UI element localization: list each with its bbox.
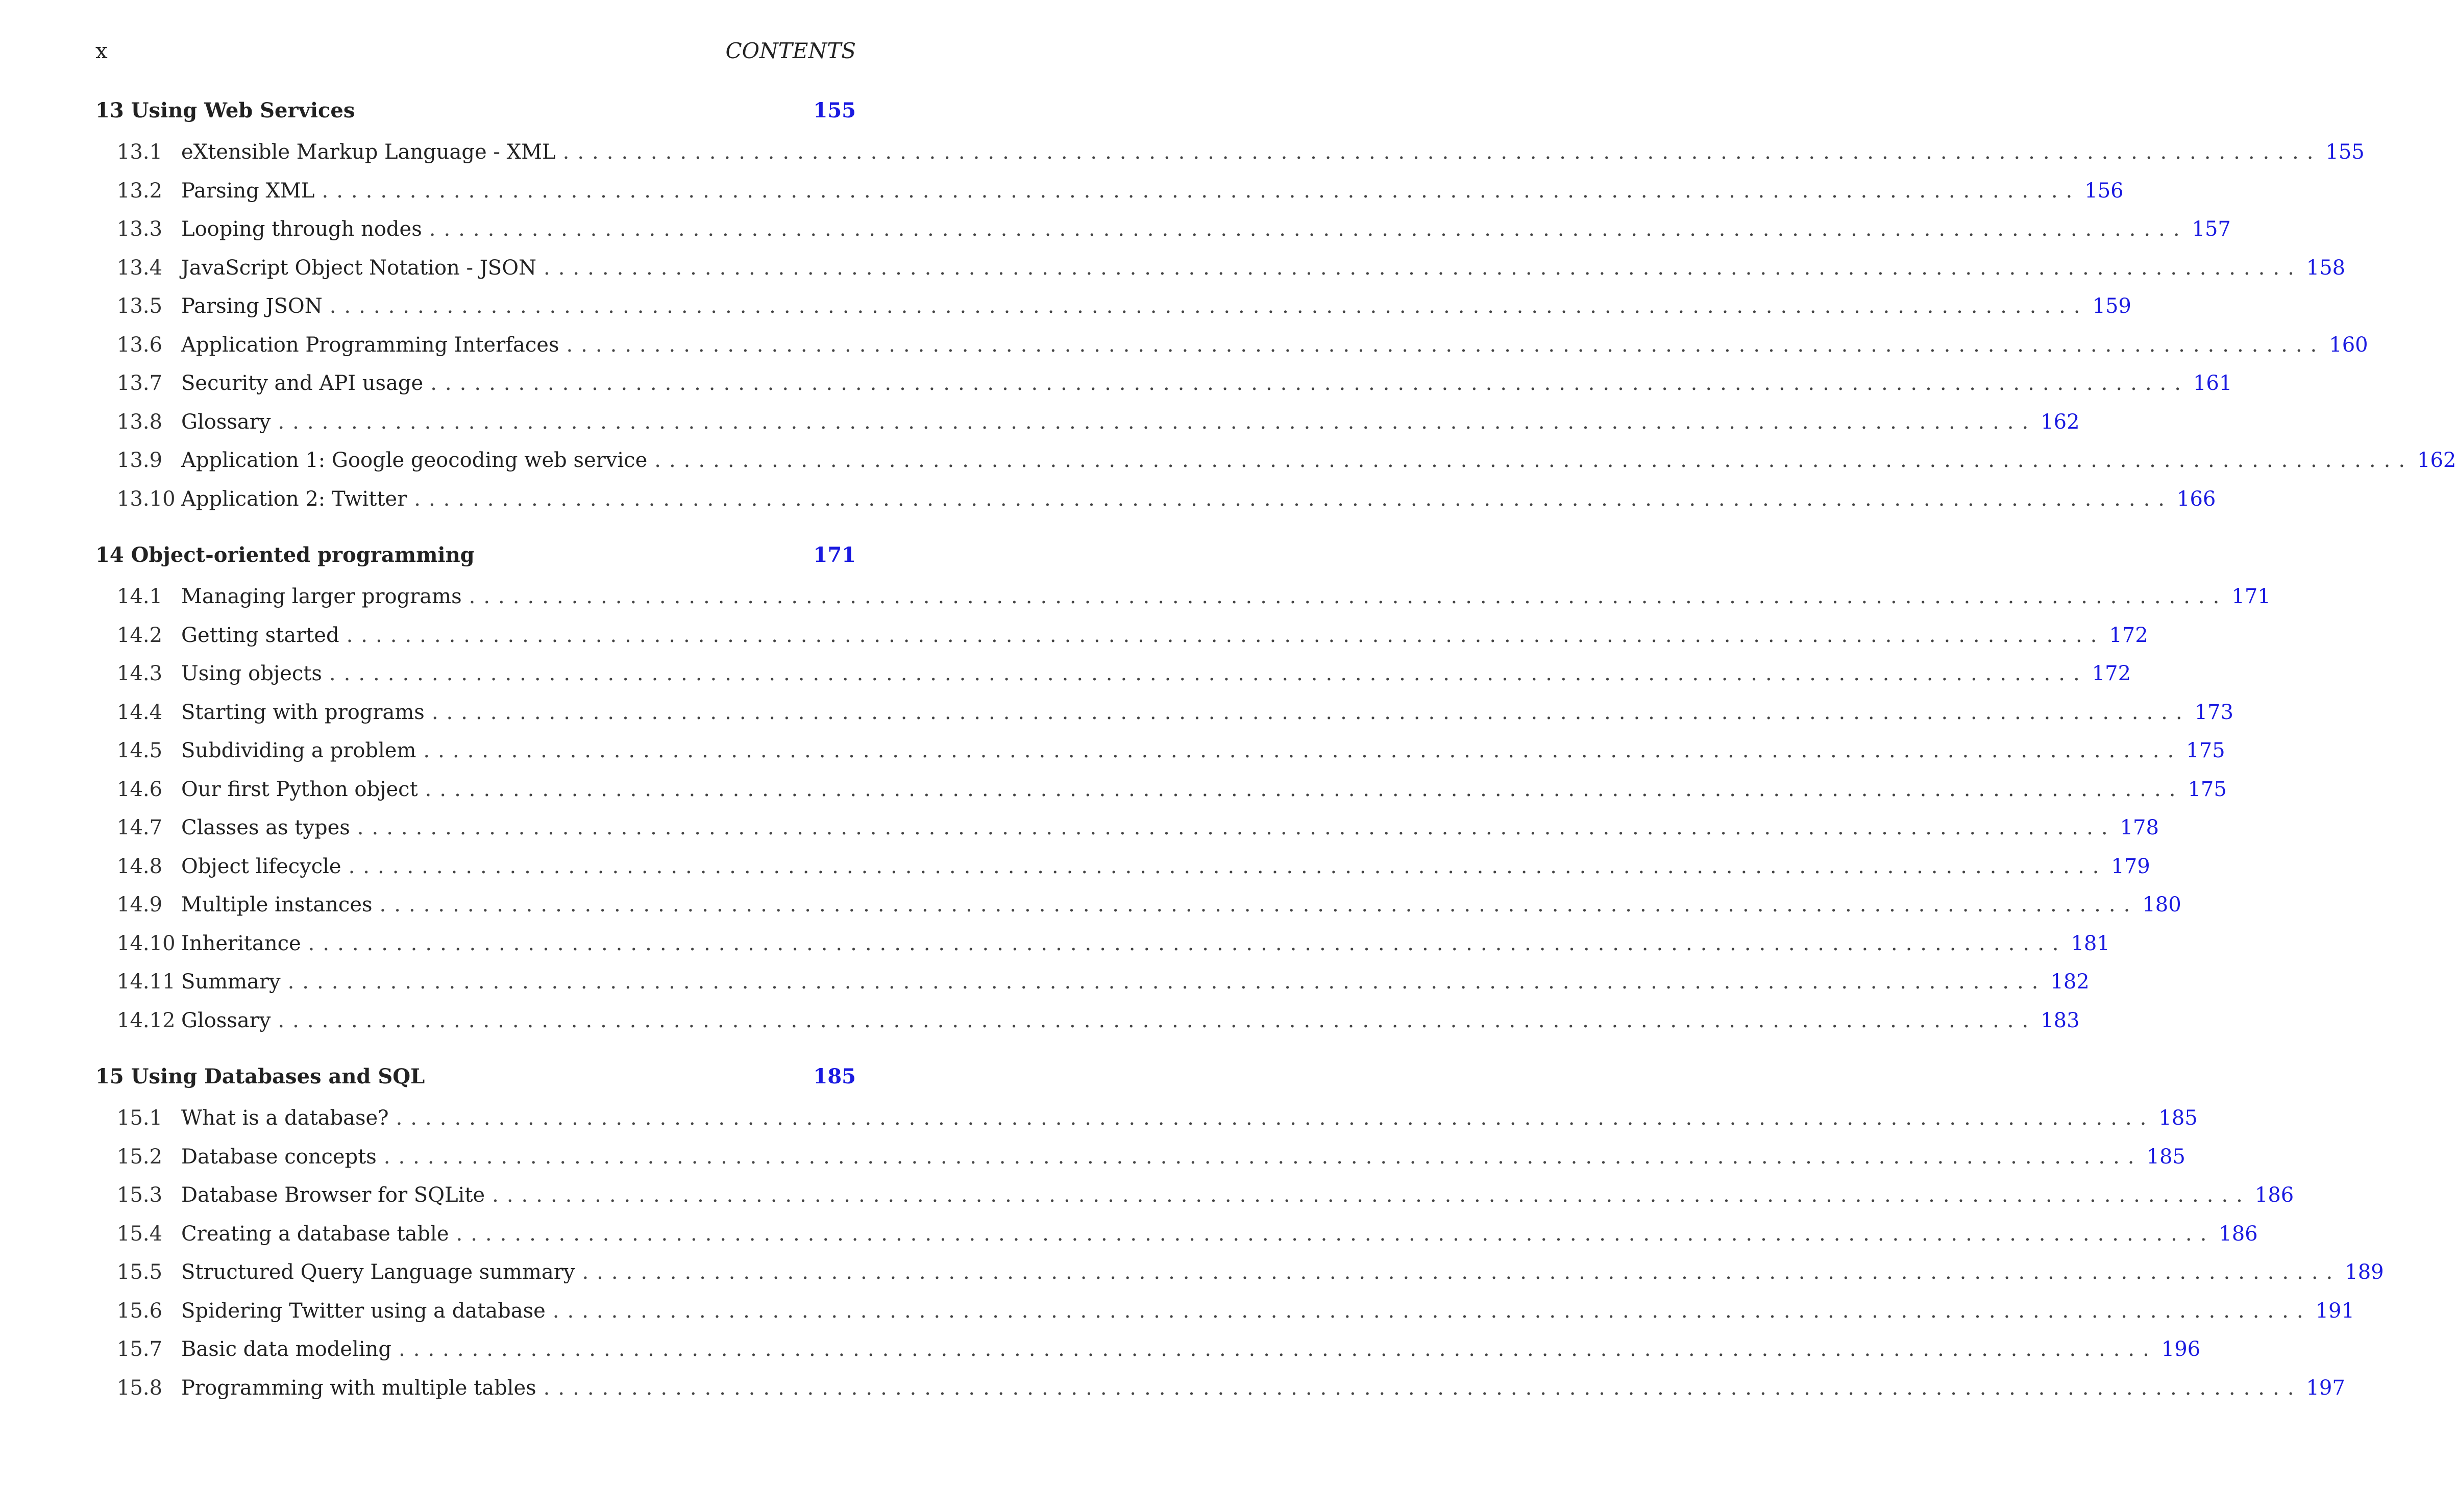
section-page-link[interactable]: 162 [2417, 449, 2456, 472]
toc-entry[interactable] [95, 133, 2365, 172]
entry-line [181, 480, 2216, 519]
toc-entry[interactable] [95, 1002, 2080, 1040]
dot-leader: ........................................................................................................................ [566, 333, 2325, 357]
section-page-link[interactable]: 196 [2161, 1337, 2201, 1361]
section-page-link[interactable]: 162 [2041, 410, 2080, 434]
dot-leader: ........................................................................................................................ [322, 179, 2081, 203]
dot-leader: ........................................................................................................................ [346, 623, 2105, 647]
toc-entry[interactable] [95, 441, 2456, 480]
dot-leader: ........................................................................................................................ [654, 449, 2414, 472]
toc-entry[interactable] [95, 655, 2131, 693]
toc-entry[interactable] [95, 886, 2181, 925]
toc-entry[interactable] [95, 848, 2150, 886]
section-title: Application Programming Interfaces [181, 333, 559, 357]
section-title: Subdividing a problem [181, 739, 416, 762]
section-title: Parsing JSON [181, 294, 323, 318]
section-number: 14.6 [117, 777, 163, 801]
chapter-title: 15 Using Databases and SQL [95, 1064, 425, 1088]
toc-chapter [95, 94, 2456, 518]
section-number: 14.3 [117, 662, 163, 685]
section-title: Inheritance [181, 931, 301, 955]
section-number: 14.4 [117, 700, 163, 724]
toc-entry[interactable] [95, 1253, 2384, 1292]
section-number: 13.2 [117, 179, 163, 203]
entry-line [181, 172, 2124, 211]
toc-entry[interactable] [95, 1138, 2185, 1177]
section-title: Database concepts [181, 1145, 377, 1169]
toc-entry[interactable] [95, 1176, 2294, 1215]
dot-leader: ........................................................................................................................ [429, 217, 2188, 241]
section-page-link[interactable]: 172 [2092, 662, 2131, 685]
section-page-link[interactable]: 181 [2071, 931, 2110, 955]
entry-line [181, 326, 2368, 365]
entry-line [181, 441, 2456, 480]
section-number: 15.4 [117, 1222, 163, 1246]
section-page-link[interactable]: 179 [2111, 854, 2150, 878]
section-number: 13.8 [117, 410, 163, 434]
section-title: Using objects [181, 662, 322, 685]
section-page-link[interactable]: 171 [2231, 585, 2271, 608]
chapter-title: 14 Object-oriented programming [95, 543, 475, 567]
section-number: 15.5 [117, 1260, 163, 1284]
entry-line [181, 963, 2090, 1002]
entry-line [181, 210, 2231, 249]
section-number: 15.1 [117, 1106, 163, 1130]
dot-leader: ........................................................................................................................ [456, 1222, 2215, 1246]
toc-entry[interactable] [95, 693, 2233, 732]
section-number: 13.1 [117, 140, 163, 164]
section-title: Database Browser for SQLite [181, 1183, 485, 1207]
section-title: Starting with programs [181, 700, 425, 724]
entry-line [181, 732, 2225, 771]
toc-chapter [95, 1060, 2384, 1407]
chapter-title: 13 Using Web Services [95, 98, 355, 122]
toc-entry[interactable] [95, 172, 2124, 211]
entry-line [181, 1369, 2345, 1408]
section-number: 14.8 [117, 854, 163, 878]
dot-leader: ........................................................................................................................ [492, 1183, 2251, 1207]
dot-leader: ........................................................................................................................ [469, 585, 2228, 608]
toc-entry[interactable] [95, 732, 2225, 771]
section-title: Our first Python object [181, 777, 418, 801]
running-header [95, 36, 856, 66]
section-page-link[interactable]: 172 [2109, 623, 2148, 647]
dot-leader: ........................................................................................................................ [278, 1008, 2037, 1032]
entry-line [181, 655, 2131, 693]
entry-line [181, 1099, 2198, 1138]
entry-line [181, 1292, 2354, 1331]
section-page-link[interactable]: 189 [2345, 1260, 2384, 1284]
section-page-link[interactable]: 173 [2194, 700, 2233, 724]
toc-entry[interactable] [95, 771, 2227, 809]
dot-leader: ........................................................................................................................ [329, 294, 2089, 318]
section-number: 13.4 [117, 256, 163, 280]
entry-line [181, 616, 2148, 655]
section-page-link[interactable]: 156 [2084, 179, 2124, 203]
section-number: 15.6 [117, 1299, 163, 1323]
section-number: 13.3 [117, 217, 163, 241]
chapter-heading[interactable] [95, 1060, 856, 1093]
running-section-title: CONTENTS [725, 38, 856, 63]
toc-entry[interactable] [95, 1215, 2258, 1254]
section-number: 15.8 [117, 1376, 163, 1400]
section-page-link[interactable]: 157 [2192, 217, 2231, 241]
section-page-link[interactable]: 161 [2193, 371, 2232, 395]
section-page-link[interactable]: 185 [2158, 1106, 2198, 1130]
section-title: JavaScript Object Notation - JSON [181, 256, 536, 280]
dot-leader: ........................................................................................................................ [543, 1376, 2302, 1400]
dot-leader: ........................................................................................................................ [348, 854, 2107, 878]
toc-entry[interactable] [95, 925, 2110, 963]
entry-line [181, 287, 2131, 326]
section-number: 14.10 [117, 931, 176, 955]
section-title: Object lifecycle [181, 854, 341, 878]
toc-entry[interactable] [95, 1099, 2198, 1138]
toc-entry[interactable] [95, 326, 2368, 365]
toc-entry[interactable] [95, 287, 2131, 326]
section-number: 15.7 [117, 1337, 163, 1361]
section-page-link[interactable]: 185 [2146, 1145, 2185, 1169]
section-number: 14.2 [117, 623, 163, 647]
section-number: 14.9 [117, 893, 163, 916]
entry-line [181, 925, 2110, 963]
section-page-link[interactable]: 197 [2306, 1376, 2345, 1400]
section-title: Programming with multiple tables [181, 1376, 536, 1400]
entry-line [181, 133, 2365, 172]
section-number: 14.5 [117, 739, 163, 762]
section-number: 13.7 [117, 371, 163, 395]
toc-chapter [95, 539, 2271, 1040]
chapter-page-link[interactable]: 185 [813, 1064, 856, 1088]
toc-entry[interactable] [95, 1330, 2201, 1369]
chapter-heading[interactable] [95, 94, 856, 127]
section-number: 15.2 [117, 1145, 163, 1169]
entry-line [181, 771, 2227, 809]
section-title: Parsing XML [181, 179, 315, 203]
dot-leader: ........................................................................................................................ [357, 816, 2116, 839]
section-title: Structured Query Language summary [181, 1260, 575, 1284]
section-title: Multiple instances [181, 893, 373, 916]
chapter-page-link[interactable]: 171 [813, 543, 856, 567]
section-title: Security and API usage [181, 371, 424, 395]
toc-entry[interactable] [95, 249, 2346, 288]
entry-line [181, 848, 2150, 886]
entry-line [181, 1002, 2080, 1040]
dot-leader: ........................................................................................................................ [379, 893, 2139, 916]
section-title: Managing larger programs [181, 585, 462, 608]
table-of-contents [95, 94, 2456, 1428]
entry-line [181, 693, 2233, 732]
section-title: Basic data modeling [181, 1337, 392, 1361]
entry-line [181, 1253, 2384, 1292]
dot-leader: ........................................................................................................................ [562, 140, 2322, 164]
toc-entry[interactable] [95, 210, 2231, 249]
section-page-link[interactable]: 158 [2306, 256, 2346, 280]
entry-line [181, 249, 2346, 288]
toc-entry[interactable] [95, 616, 2148, 655]
toc-entry[interactable] [95, 1369, 2345, 1408]
dot-leader: ........................................................................................................................ [414, 487, 2173, 511]
toc-entry[interactable] [95, 809, 2159, 848]
dot-leader: ........................................................................................................................ [383, 1145, 2143, 1169]
entry-line [181, 1176, 2294, 1215]
toc-entry[interactable] [95, 578, 2271, 616]
chapter-heading[interactable] [95, 539, 856, 572]
section-title: Looping through nodes [181, 217, 422, 241]
section-page-link[interactable]: 166 [2177, 487, 2216, 511]
section-number: 14.1 [117, 585, 163, 608]
section-title: Classes as types [181, 816, 350, 839]
dot-leader: ........................................................................................................................ [396, 1106, 2155, 1130]
section-page-link[interactable]: 191 [2315, 1299, 2354, 1323]
section-number: 14.12 [117, 1008, 176, 1032]
entry-line [181, 1215, 2258, 1254]
section-page-link[interactable]: 159 [2092, 294, 2131, 318]
toc-entry[interactable] [95, 480, 2216, 519]
section-title: Application 2: Twitter [181, 487, 407, 511]
toc-entry[interactable] [95, 364, 2232, 403]
section-title: Getting started [181, 623, 339, 647]
section-page-link[interactable]: 160 [2329, 333, 2368, 357]
dot-leader: ........................................................................................................................ [278, 410, 2037, 434]
dot-leader: ........................................................................................................................ [287, 970, 2047, 994]
entry-line [181, 809, 2159, 848]
entry-line [181, 1330, 2201, 1369]
entry-line [181, 886, 2181, 925]
dot-leader: ........................................................................................................................ [431, 700, 2191, 724]
section-page-link[interactable]: 180 [2142, 893, 2181, 916]
section-number: 13.6 [117, 333, 163, 357]
page-number: x [95, 38, 108, 63]
section-page-link[interactable]: 155 [2325, 140, 2365, 164]
dot-leader: ........................................................................................................................ [544, 256, 2302, 280]
dot-leader: ........................................................................................................................ [425, 777, 2184, 801]
section-number: 13.9 [117, 449, 163, 472]
section-title: eXtensible Markup Language - XML [181, 140, 556, 164]
section-page-link[interactable]: 186 [2254, 1183, 2294, 1207]
section-page-link[interactable]: 182 [2050, 970, 2090, 994]
entry-line [181, 364, 2232, 403]
section-number: 15.3 [117, 1183, 163, 1207]
dot-leader: ........................................................................................................................ [552, 1299, 2312, 1323]
chapter-page-link[interactable]: 155 [813, 98, 856, 122]
section-number: 13.10 [117, 487, 176, 511]
section-title: What is a database? [181, 1106, 389, 1130]
section-number: 14.7 [117, 816, 163, 839]
entry-line [181, 578, 2271, 616]
dot-leader: ........................................................................................................................ [582, 1260, 2341, 1284]
section-page-link[interactable]: 178 [2120, 816, 2159, 839]
section-title: Creating a database table [181, 1222, 449, 1246]
section-page-link[interactable]: 183 [2041, 1008, 2080, 1032]
entry-line [181, 403, 2080, 442]
dot-leader: ........................................................................................................................ [329, 662, 2088, 685]
section-number: 13.5 [117, 294, 163, 318]
section-title: Application 1: Google geocoding web service [181, 449, 648, 472]
section-page-link[interactable]: 175 [2186, 739, 2225, 762]
section-title: Spidering Twitter using a database [181, 1299, 546, 1323]
toc-entry[interactable] [95, 403, 2080, 442]
section-title: Glossary [181, 410, 271, 434]
section-page-link[interactable]: 186 [2219, 1222, 2258, 1246]
dot-leader: ........................................................................................................................ [423, 739, 2182, 762]
section-number: 14.11 [117, 970, 176, 994]
dot-leader: ........................................................................................................................ [308, 931, 2067, 955]
dot-leader: ........................................................................................................................ [430, 371, 2189, 395]
section-title: Glossary [181, 1008, 271, 1032]
toc-entry[interactable] [95, 1292, 2354, 1331]
entry-line [181, 1138, 2185, 1177]
toc-entry[interactable] [95, 963, 2090, 1002]
section-page-link[interactable]: 175 [2188, 777, 2227, 801]
dot-leader: ........................................................................................................................ [399, 1337, 2157, 1361]
section-title: Summary [181, 970, 281, 994]
